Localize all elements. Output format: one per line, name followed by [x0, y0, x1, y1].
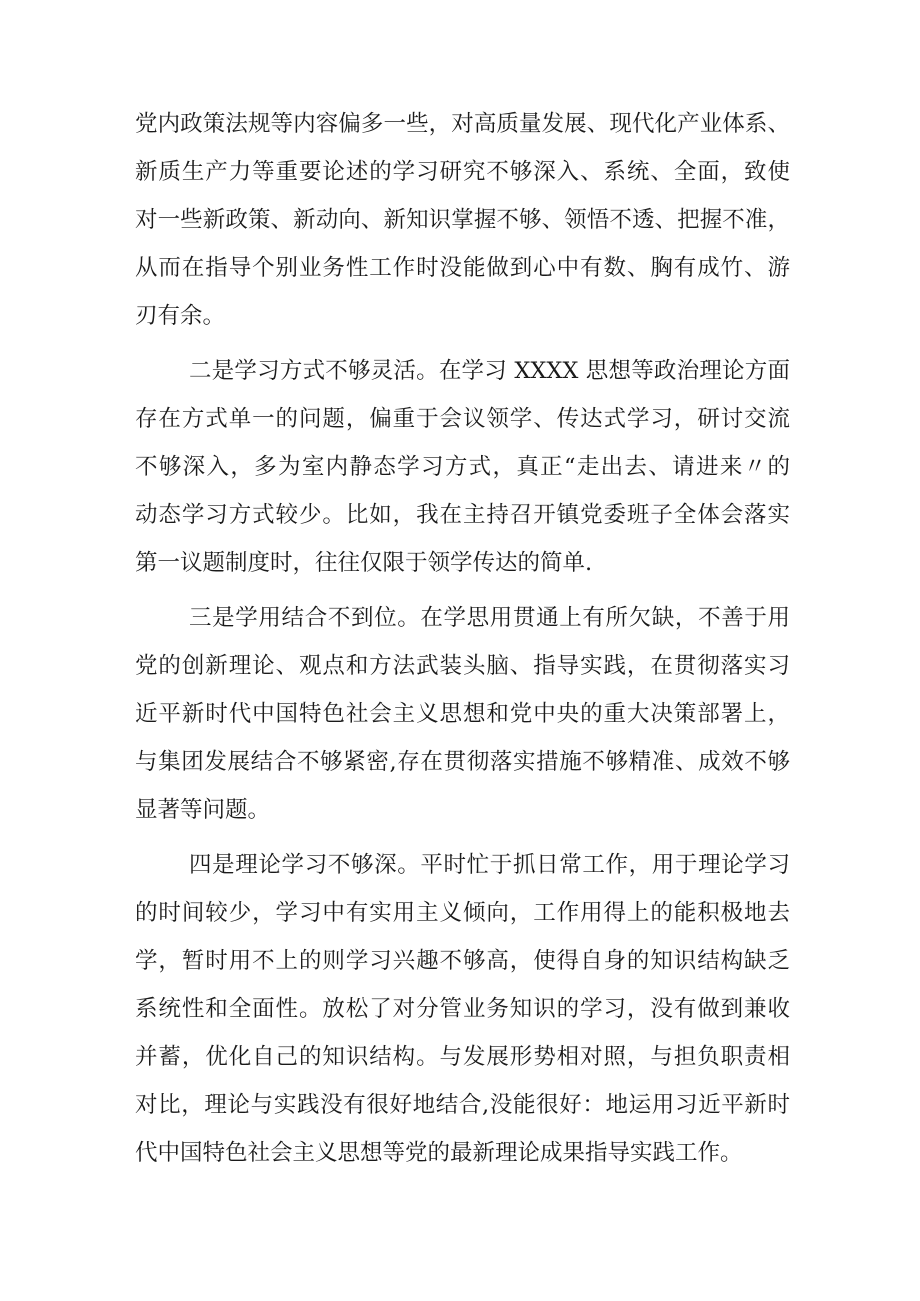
text-line: 动态学习方式较少。比如，我在主持召开镇党委班子全体会落实: [135, 502, 790, 528]
text-line: 党内政策法规等内容偏多一些，对高质量发展、现代化产业体系、: [135, 111, 790, 137]
text-line: 不够深入，多为室内静态学习方式，真正“走出去、请进来〃的: [135, 454, 790, 480]
text-line: 新质生产力等重要论述的学习研究不够深入、系统、全面，致使: [135, 159, 790, 185]
paragraph-3: [135, 841, 790, 1177]
text-line: 对一些新政策、新动向、新知识掌握不够、领悟不透、把握不准，: [135, 207, 790, 233]
text-line: 系统性和全面性。放松了对分管业务知识的学习，没有做到兼收: [135, 996, 790, 1022]
text-line: 代中国特色社会主义思想等党的最新理论成果指导实践工作。: [135, 1140, 743, 1166]
text-line: 党的创新理论、观点和方法武装头脑、指导实践，在贯彻落实习: [135, 653, 790, 679]
text-line: 并蓄，优化自己的知识结构。与发展形势相对照，与担负职责相: [135, 1044, 790, 1070]
text-line: 与集团发展结合不够紧密,存在贯彻落实措施不够精准、成效不够: [135, 749, 790, 775]
text-line: 刃有余。: [135, 303, 226, 329]
text-line: 从而在指导个别业务性工作时没能做到心中有数、胸有成竹、游: [135, 255, 790, 281]
text-line: 四是理论学习不够深。平时忙于抓日常工作，用于理论学习: [189, 852, 790, 878]
text-line: 对比，理论与实践没有很好地结合,没能很好：地运用习近平新时: [135, 1092, 790, 1118]
text-line: 存在方式单一的问题，偏重于会议领学、传达式学习，研讨交流: [135, 406, 790, 432]
text-line: 学，暂时用不上的则学习兴趣不够高，使得自身的知识结构缺乏: [135, 948, 790, 974]
paragraph-1: [135, 347, 790, 587]
text-line: 的时间较少，学习中有实用主义倾向，工作用得上的能积极地去: [135, 900, 790, 926]
paragraph-2: [135, 594, 790, 834]
text-line: 二是学习方式不够灵活。在学习 XXXX 思想等政治理论方面: [189, 358, 790, 384]
paragraph-0: [135, 100, 790, 340]
text-line: 显著等问题。: [135, 797, 271, 823]
document-body: [135, 100, 790, 1177]
text-line: 三是学用结合不到位。在学思用贯通上有所欠缺，不善于用: [189, 605, 790, 631]
text-line: 近平新时代中国特色社会主义思想和党中央的重大决策部署上，: [135, 701, 790, 727]
text-line: 第一议题制度时，往往仅限于领学传达的简单.: [135, 550, 593, 576]
